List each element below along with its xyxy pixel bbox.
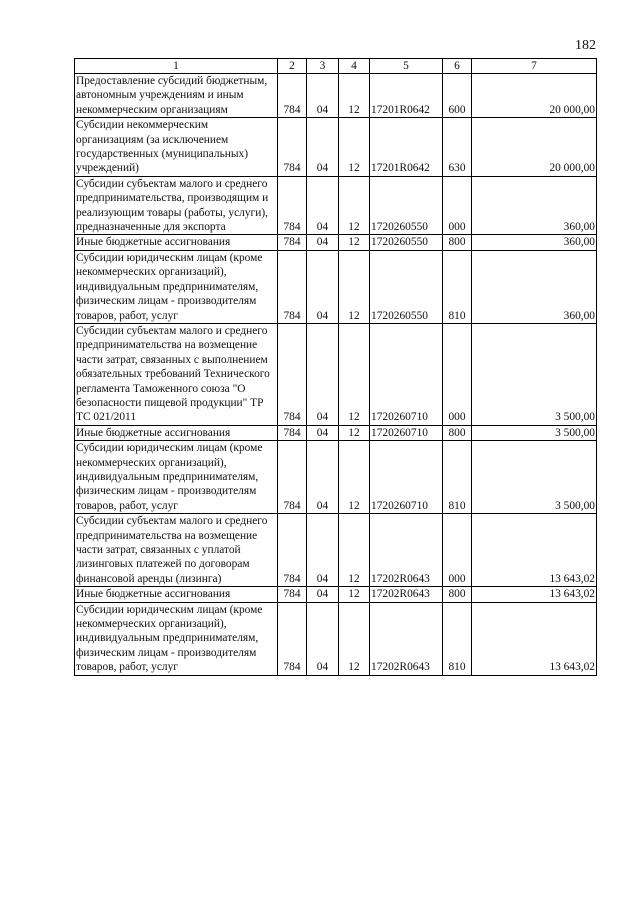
row-expense-type: 000 bbox=[443, 514, 472, 587]
row-target-article: 1720260550 bbox=[370, 176, 443, 235]
row-name: Субсидии юридическим лицам (кроме некоммерческих организаций), индивидуальным предпринимателям, физическим лицам - производителям товаров, работ, услуг bbox=[75, 441, 278, 514]
table-row bbox=[75, 176, 597, 235]
row-target-article: 1720260710 bbox=[370, 425, 443, 440]
header-col-4: 4 bbox=[339, 59, 370, 74]
row-ministry-code: 784 bbox=[278, 514, 307, 587]
row-target-article: 17201R0642 bbox=[370, 118, 443, 177]
table-row bbox=[75, 74, 597, 118]
row-target-article: 17202R0643 bbox=[370, 514, 443, 587]
table-row bbox=[75, 250, 597, 323]
row-subsection: 12 bbox=[339, 425, 370, 440]
row-section: 04 bbox=[307, 118, 339, 177]
row-amount: 360,00 bbox=[472, 250, 597, 323]
row-ministry-code: 784 bbox=[278, 323, 307, 425]
row-amount: 13 643,02 bbox=[472, 587, 597, 602]
row-ministry-code: 784 bbox=[278, 176, 307, 235]
row-section: 04 bbox=[307, 250, 339, 323]
row-section: 04 bbox=[307, 235, 339, 250]
budget-table bbox=[74, 58, 597, 676]
row-subsection: 12 bbox=[339, 118, 370, 177]
row-expense-type: 800 bbox=[443, 587, 472, 602]
row-section: 04 bbox=[307, 514, 339, 587]
header-row bbox=[75, 59, 597, 74]
row-amount: 3 500,00 bbox=[472, 441, 597, 514]
row-amount: 13 643,02 bbox=[472, 602, 597, 675]
row-section: 04 bbox=[307, 74, 339, 118]
row-expense-type: 000 bbox=[443, 323, 472, 425]
row-amount: 3 500,00 bbox=[472, 425, 597, 440]
row-amount: 20 000,00 bbox=[472, 118, 597, 177]
header-col-1: 1 bbox=[75, 59, 278, 74]
row-expense-type: 630 bbox=[443, 118, 472, 177]
row-ministry-code: 784 bbox=[278, 602, 307, 675]
row-subsection: 12 bbox=[339, 602, 370, 675]
table-row bbox=[75, 235, 597, 250]
row-subsection: 12 bbox=[339, 587, 370, 602]
row-amount: 360,00 bbox=[472, 235, 597, 250]
row-subsection: 12 bbox=[339, 176, 370, 235]
table-row bbox=[75, 602, 597, 675]
row-amount: 3 500,00 bbox=[472, 323, 597, 425]
row-name: Субсидии субъектам малого и среднего предпринимательства на возмещение части затрат, связанных с уплатой лизинговых платежей по договорам финансовой аренды (лизинга) bbox=[75, 514, 278, 587]
table-row bbox=[75, 587, 597, 602]
page-number: 182 bbox=[575, 38, 596, 53]
row-subsection: 12 bbox=[339, 323, 370, 425]
row-amount: 360,00 bbox=[472, 176, 597, 235]
row-expense-type: 600 bbox=[443, 74, 472, 118]
row-ministry-code: 784 bbox=[278, 250, 307, 323]
header-col-7: 7 bbox=[472, 59, 597, 74]
row-ministry-code: 784 bbox=[278, 441, 307, 514]
header-col-6: 6 bbox=[443, 59, 472, 74]
row-subsection: 12 bbox=[339, 235, 370, 250]
row-expense-type: 810 bbox=[443, 250, 472, 323]
row-subsection: 12 bbox=[339, 514, 370, 587]
row-name: Иные бюджетные ассигнования bbox=[75, 425, 278, 440]
row-name: Субсидии субъектам малого и среднего предпринимательства на возмещение части затрат, связанных с выполнением обязательных требований Технического регламента Таможенного союза "О безопасности пищевой продукции" ТР ТС 021/2011 bbox=[75, 323, 278, 425]
row-target-article: 1720260550 bbox=[370, 250, 443, 323]
row-expense-type: 810 bbox=[443, 602, 472, 675]
row-name: Предоставление субсидий бюджетным, автономным учреждениям и иным некоммерческим организациям bbox=[75, 74, 278, 118]
row-expense-type: 810 bbox=[443, 441, 472, 514]
row-amount: 13 643,02 bbox=[472, 514, 597, 587]
row-ministry-code: 784 bbox=[278, 235, 307, 250]
row-target-article: 17201R0642 bbox=[370, 74, 443, 118]
row-name: Иные бюджетные ассигнования bbox=[75, 587, 278, 602]
row-section: 04 bbox=[307, 176, 339, 235]
row-target-article: 1720260710 bbox=[370, 441, 443, 514]
row-target-article: 1720260550 bbox=[370, 235, 443, 250]
table-row bbox=[75, 118, 597, 177]
row-name: Субсидии субъектам малого и среднего предпринимательства, производящим и реализующим товары (работы, услуги), предназначенные для экспорта bbox=[75, 176, 278, 235]
row-name: Субсидии юридическим лицам (кроме некоммерческих организаций), индивидуальным предпринимателям, физическим лицам - производителям товаров, работ, услуг bbox=[75, 250, 278, 323]
row-section: 04 bbox=[307, 587, 339, 602]
row-subsection: 12 bbox=[339, 441, 370, 514]
table-row bbox=[75, 323, 597, 425]
row-ministry-code: 784 bbox=[278, 425, 307, 440]
row-subsection: 12 bbox=[339, 250, 370, 323]
row-amount: 20 000,00 bbox=[472, 74, 597, 118]
header-col-2: 2 bbox=[278, 59, 307, 74]
row-ministry-code: 784 bbox=[278, 118, 307, 177]
table-row bbox=[75, 425, 597, 440]
row-expense-type: 800 bbox=[443, 425, 472, 440]
row-ministry-code: 784 bbox=[278, 74, 307, 118]
row-section: 04 bbox=[307, 323, 339, 425]
row-name: Иные бюджетные ассигнования bbox=[75, 235, 278, 250]
row-target-article: 1720260710 bbox=[370, 323, 443, 425]
table-row bbox=[75, 514, 597, 587]
row-name: Субсидии юридическим лицам (кроме некоммерческих организаций), индивидуальным предпринимателям, физическим лицам - производителям товаров, работ, услуг bbox=[75, 602, 278, 675]
row-section: 04 bbox=[307, 602, 339, 675]
row-expense-type: 800 bbox=[443, 235, 472, 250]
row-section: 04 bbox=[307, 441, 339, 514]
row-expense-type: 000 bbox=[443, 176, 472, 235]
row-subsection: 12 bbox=[339, 74, 370, 118]
row-name: Субсидии некоммерческим организациям (за исключением государственных (муниципальных) учреждений) bbox=[75, 118, 278, 177]
row-target-article: 17202R0643 bbox=[370, 602, 443, 675]
header-col-3: 3 bbox=[307, 59, 339, 74]
row-ministry-code: 784 bbox=[278, 587, 307, 602]
row-section: 04 bbox=[307, 425, 339, 440]
table-row bbox=[75, 441, 597, 514]
row-target-article: 17202R0643 bbox=[370, 587, 443, 602]
header-col-5: 5 bbox=[370, 59, 443, 74]
